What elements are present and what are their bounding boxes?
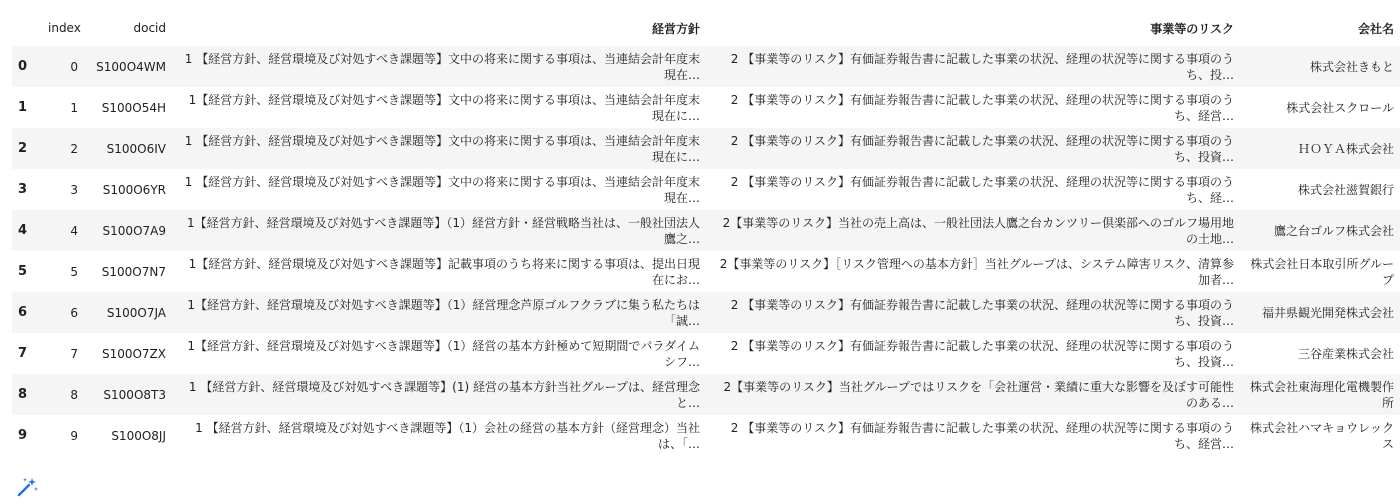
cell-jigyou-risk xyxy=(706,46,1240,87)
table-row xyxy=(12,210,1400,251)
cell-company-name: 株式会社東海理化電機製作所 xyxy=(1249,379,1394,410)
cell-index: 0 xyxy=(70,59,78,74)
cell-index: 2 xyxy=(70,141,78,156)
cell-jigyou-risk xyxy=(706,210,1240,251)
cell-index: 9 xyxy=(70,428,78,443)
cell-keiei-houshin xyxy=(172,292,706,333)
row-label: 9 xyxy=(18,428,28,443)
cell-index: 4 xyxy=(70,223,78,238)
cell-text: 1 【経営方針、経営環境及び対処すべき課題等】(1) 経営の基本方針当社グループは、経営理念と… xyxy=(188,379,700,410)
cell-text: 1 【経営方針、経営環境及び対処すべき課題等】文中の将来に関する事項は、当連結会計年度末現在… xyxy=(184,51,700,82)
row-label: 0 xyxy=(18,59,28,74)
cell-text: 2 【事業等のリスク】有価証券報告書に記載した事業の状況、経理の状況等に関する事項のうち、経営… xyxy=(730,92,1234,123)
row-label: 7 xyxy=(18,346,28,361)
cell-docid: S100O7JA xyxy=(106,305,166,320)
cell-docid: S100O7ZX xyxy=(101,346,166,361)
cell-text: 2 【事業等のリスク】有価証券報告書に記載した事業の状況、経理の状況等に関する事項のうち、投資… xyxy=(730,133,1234,164)
table-row xyxy=(12,87,1400,128)
cell-jigyou-risk xyxy=(706,415,1240,456)
cell-keiei-houshin xyxy=(172,87,706,128)
table-header xyxy=(12,10,1400,46)
cell-docid: S100O8JJ xyxy=(111,428,166,443)
cell-index: 5 xyxy=(70,264,78,279)
row-label: 6 xyxy=(18,305,28,320)
cell-index: 8 xyxy=(70,387,78,402)
cell-keiei-houshin xyxy=(172,46,706,87)
cell-keiei-houshin xyxy=(172,415,706,456)
column-header-jigyou-risk: 事業等のリスク xyxy=(1150,21,1234,36)
table-body xyxy=(12,46,1400,456)
cell-index: 7 xyxy=(70,346,78,361)
cell-index: 6 xyxy=(70,305,78,320)
cell-company-name: 鷹之台ゴルフ株式会社 xyxy=(1273,223,1394,238)
row-label: 3 xyxy=(18,182,28,197)
cell-text: 1 【経営方針、経営環境及び対処すべき課題等】（1）会社の経営の基本方針（経営理念）当社は、「… xyxy=(195,420,700,451)
cell-keiei-houshin xyxy=(172,251,706,292)
table-row xyxy=(12,333,1400,374)
row-label: 4 xyxy=(18,223,28,238)
table-row xyxy=(12,46,1400,87)
cell-docid: S100O54H xyxy=(101,100,166,115)
cell-keiei-houshin xyxy=(172,210,706,251)
column-header-index: index xyxy=(48,21,81,35)
table-row xyxy=(12,128,1400,169)
cell-docid: S100O8T3 xyxy=(103,387,166,402)
cell-text: 1【経営方針、経営環境及び対処すべき課題等】（1）経営方針・経営戦略当社は、一般社団法人鷹之… xyxy=(186,215,700,246)
cell-jigyou-risk xyxy=(706,374,1240,415)
cell-text: 2 【事業等のリスク】有価証券報告書に記載した事業の状況、経理の状況等に関する事項のうち、投資… xyxy=(730,338,1234,369)
cell-jigyou-risk xyxy=(706,169,1240,210)
row-label: 8 xyxy=(18,387,28,402)
cell-text: 1【経営方針、経営環境及び対処すべき課題等】（1）経営の基本方針極めて短期間でパラダイムシフ… xyxy=(187,338,700,369)
cell-jigyou-risk xyxy=(706,251,1240,292)
cell-keiei-houshin xyxy=(172,169,706,210)
magic-wand-icon[interactable] xyxy=(14,476,40,498)
cell-company-name: 株式会社きもと xyxy=(1309,59,1394,74)
table-row xyxy=(12,169,1400,210)
cell-company-name: 株式会社日本取引所グループ xyxy=(1250,256,1394,287)
column-header-docid: docid xyxy=(133,21,166,35)
row-label: 1 xyxy=(18,100,28,115)
table-row xyxy=(12,374,1400,415)
cell-company-name: 株式会社スクロール xyxy=(1286,100,1394,115)
cell-company-name: ＨＯＹＡ株式会社 xyxy=(1297,141,1394,156)
cell-docid: S100O7N7 xyxy=(101,264,166,279)
cell-index: 3 xyxy=(70,182,78,197)
cell-text: 1【経営方針、経営環境及び対処すべき課題等】（1）経営理念芦原ゴルフクラブに集う私たちは「誠… xyxy=(187,297,700,328)
cell-keiei-houshin xyxy=(172,128,706,169)
cell-company-name: 福井県観光開発株式会社 xyxy=(1261,305,1394,320)
cell-text: 1 【経営方針、経営環境及び対処すべき課題等】文中の将来に関する事項は、当連結会計年度末現在に… xyxy=(184,133,700,164)
column-header-company-name: 会社名 xyxy=(1357,21,1394,36)
cell-text: 1【経営方針、経営環境及び対処すべき課題等】記載事項のうち将来に関する事項は、提出日現在にお… xyxy=(188,256,700,287)
cell-text: 2【事業等のリスク】当社の売上高は、一般社団法人鷹之台カンツリー倶楽部へのゴルフ場用地の土地… xyxy=(722,215,1234,246)
cell-docid: S100O4WM xyxy=(96,59,166,74)
cell-docid: S100O6IV xyxy=(106,141,166,156)
cell-jigyou-risk xyxy=(706,292,1240,333)
cell-jigyou-risk xyxy=(706,128,1240,169)
dataframe-output xyxy=(12,10,1400,456)
cell-jigyou-risk xyxy=(706,333,1240,374)
table-row xyxy=(12,251,1400,292)
column-header-keiei-houshin: 経営方針 xyxy=(651,21,700,36)
cell-text: 2【事業等のリスク】当社グループではリスクを「会社運営・業績に重大な影響を及ぼす可能性のある… xyxy=(723,379,1234,410)
cell-company-name: 株式会社滋賀銀行 xyxy=(1297,182,1394,197)
table-row xyxy=(12,415,1400,456)
row-label: 5 xyxy=(18,264,28,279)
table-row xyxy=(12,292,1400,333)
cell-index: 1 xyxy=(70,100,78,115)
cell-text: 2 【事業等のリスク】有価証券報告書に記載した事業の状況、経理の状況等に関する事項のうち、経営… xyxy=(730,420,1234,451)
cell-jigyou-risk xyxy=(706,87,1240,128)
cell-company-name: 三谷産業株式会社 xyxy=(1297,346,1394,361)
cell-text: 2【事業等のリスク】［リスク管理への基本方針］当社グループは、システム障害リスク、清算参加者… xyxy=(719,256,1234,287)
cell-text: 2 【事業等のリスク】有価証券報告書に記載した事業の状況、経理の状況等に関する事項のうち、投資… xyxy=(730,297,1234,328)
cell-text: 1【経営方針、経営環境及び対処すべき課題等】文中の将来に関する事項は、当連結会計年度末現在に… xyxy=(188,92,700,123)
cell-text: 1 【経営方針、経営環境及び対処すべき課題等】文中の将来に関する事項は、当連結会計年度末現在… xyxy=(184,174,700,205)
cell-text: 2 【事業等のリスク】有価証券報告書に記載した事業の状況、経理の状況等に関する事項のうち、経… xyxy=(730,174,1234,205)
cell-docid: S100O6YR xyxy=(102,182,166,197)
cell-text: 2 【事業等のリスク】有価証券報告書に記載した事業の状況、経理の状況等に関する事項のうち、投… xyxy=(730,51,1234,82)
cell-docid: S100O7A9 xyxy=(102,223,166,238)
dataframe-table xyxy=(12,10,1400,456)
cell-keiei-houshin xyxy=(172,374,706,415)
column-header-rowindex xyxy=(12,10,42,46)
row-label: 2 xyxy=(18,141,28,156)
cell-keiei-houshin xyxy=(172,333,706,374)
cell-company-name: 株式会社ハマキョウレックス xyxy=(1250,420,1394,451)
